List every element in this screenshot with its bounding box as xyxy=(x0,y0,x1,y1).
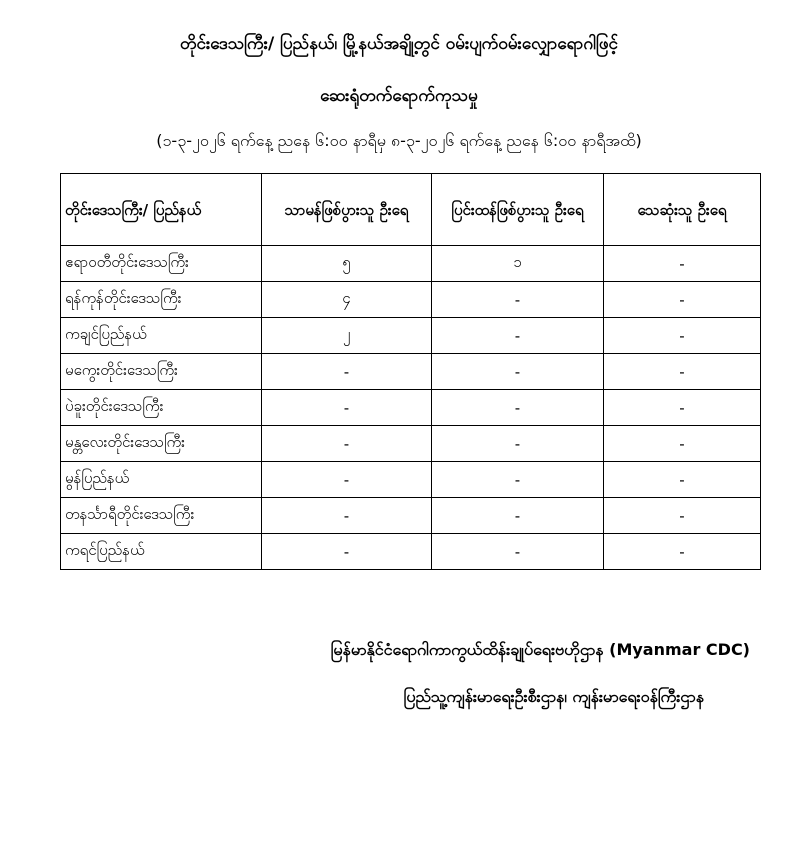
reporting-period: (၁-၃-၂၀၂၆ ရက်နေ့ ညနေ ၆:၀၀ နာရီမှ ၈-၃-၂၀၂၆ ရက်နေ့ ညနေ ၆:၀၀ နာရီအထိ) xyxy=(156,131,642,150)
table-row xyxy=(61,426,761,462)
table-header-row xyxy=(61,174,761,246)
severe-cases-cell: - xyxy=(432,426,604,462)
mild-cases-cell: - xyxy=(262,426,432,462)
mild-cases-cell: ၂ xyxy=(262,318,432,354)
severe-cases-cell: - xyxy=(432,390,604,426)
region-cell: မန္တလေးတိုင်းဒေသကြီး xyxy=(61,426,262,462)
deaths-cell: - xyxy=(604,426,761,462)
document-title-line-2: ဆေးရုံတက်ရောက်ကုသမှု xyxy=(320,86,478,106)
table-row xyxy=(61,390,761,426)
deaths-cell: - xyxy=(604,282,761,318)
severe-cases-cell: ၁ xyxy=(432,246,604,282)
table-row xyxy=(61,462,761,498)
region-cell: ကချင်ပြည်နယ် xyxy=(61,318,262,354)
severe-cases-cell: - xyxy=(432,534,604,570)
severe-cases-cell: - xyxy=(432,318,604,354)
deaths-cell: - xyxy=(604,534,761,570)
region-cell: မွန်ပြည်နယ် xyxy=(61,462,262,498)
region-cell: ကရင်ပြည်နယ် xyxy=(61,534,262,570)
document-title-line-1: တိုင်းဒေသကြီး/ ပြည်နယ်၊ မြို့နယ်အချို့တွင် ဝမ်းပျက်ဝမ်းလျှောရောဂါဖြင့် xyxy=(180,34,618,54)
region-cell: ဧရာဝတီတိုင်းဒေသကြီး xyxy=(61,246,262,282)
mild-cases-cell: ၄ xyxy=(262,282,432,318)
deaths-cell: - xyxy=(604,498,761,534)
mild-cases-cell: - xyxy=(262,498,432,534)
table-row xyxy=(61,498,761,534)
column-header-mild-cases: သာမန်ဖြစ်ပွားသူ ဦးရေ xyxy=(262,174,432,246)
issuing-department: ပြည်သူ့ကျန်းမာရေးဦးစီးဌာန၊ ကျန်းမာရေးဝန်ကြီးဌာန xyxy=(403,687,704,706)
severe-cases-cell: - xyxy=(432,282,604,318)
deaths-cell: - xyxy=(604,246,761,282)
deaths-cell: - xyxy=(604,390,761,426)
diarrhea-cases-table xyxy=(60,173,761,570)
severe-cases-cell: - xyxy=(432,462,604,498)
column-header-severe-cases: ပြင်းထန်ဖြစ်ပွားသူ ဦးရေ xyxy=(432,174,604,246)
severe-cases-cell: - xyxy=(432,498,604,534)
mild-cases-cell: ၅ xyxy=(262,246,432,282)
deaths-cell: - xyxy=(604,462,761,498)
mild-cases-cell: - xyxy=(262,354,432,390)
deaths-cell: - xyxy=(604,354,761,390)
column-header-deaths: သေဆုံးသူ ဦးရေ xyxy=(604,174,761,246)
mild-cases-cell: - xyxy=(262,390,432,426)
mild-cases-cell: - xyxy=(262,462,432,498)
table-row xyxy=(61,282,761,318)
table-row xyxy=(61,246,761,282)
column-header-region: တိုင်းဒေသကြီး/ ပြည်နယ် xyxy=(61,174,262,246)
table-row xyxy=(61,318,761,354)
issuing-agency: မြန်မာနိုင်ငံရောဂါကာကွယ်ထိန်းချုပ်ရေးဗဟိုဌာန (Myanmar CDC) xyxy=(330,640,750,659)
region-cell: မကွေးတိုင်းဒေသကြီး xyxy=(61,354,262,390)
severe-cases-cell: - xyxy=(432,354,604,390)
table-row xyxy=(61,354,761,390)
table-row xyxy=(61,534,761,570)
region-cell: ရန်ကုန်တိုင်းဒေသကြီး xyxy=(61,282,262,318)
mild-cases-cell: - xyxy=(262,534,432,570)
region-cell: တနင်္သာရီတိုင်းဒေသကြီး xyxy=(61,498,262,534)
deaths-cell: - xyxy=(604,318,761,354)
region-cell: ပဲခူးတိုင်းဒေသကြီး xyxy=(61,390,262,426)
